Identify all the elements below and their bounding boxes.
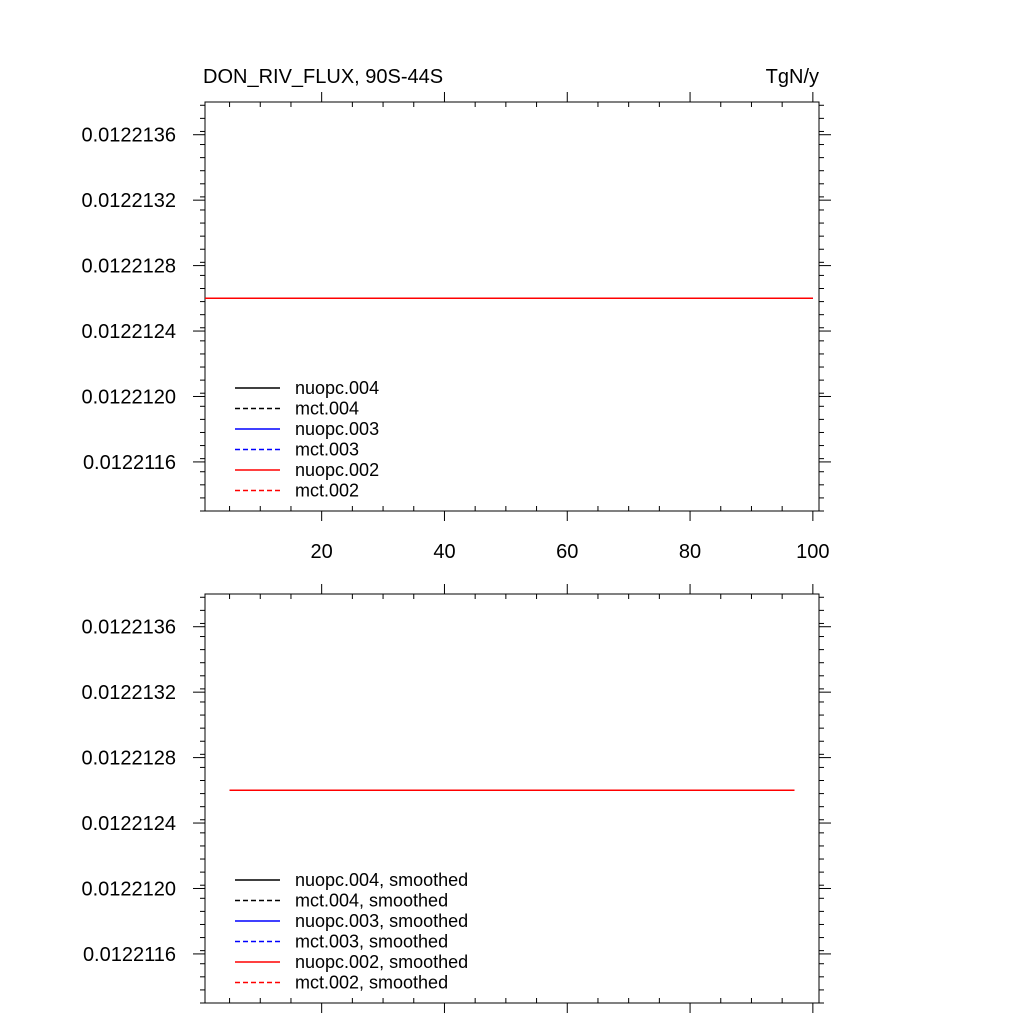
legend-label: mct.004, smoothed: [295, 890, 449, 911]
y-tick-label: 0.0122116: [82, 943, 176, 966]
x-tick-label: 80: [678, 541, 702, 563]
legend-label: mct.002: [295, 480, 360, 501]
legend-label: nuopc.003: [295, 419, 380, 439]
chart-panel-1: [81, 66, 831, 563]
y-tick-label: 0.0122128: [81, 747, 176, 770]
y-tick-label: 0.0122132: [81, 190, 176, 213]
y-tick-label: 0.0122132: [81, 682, 176, 705]
legend-label: nuopc.002, smoothed: [295, 952, 469, 972]
y-tick-label: 0.0122136: [81, 124, 176, 147]
legend-label: mct.002, smoothed: [295, 972, 449, 993]
legend-label: nuopc.002: [295, 460, 380, 480]
chart-title: DON_RIV_FLUX, 90S-44S: [203, 66, 444, 88]
y-tick-label: 0.0122120: [81, 878, 176, 901]
y-tick-label: 0.0122120: [81, 386, 176, 409]
x-tick-label: 60: [556, 541, 579, 563]
x-tick-label: 100: [796, 541, 830, 563]
chart-panel-2: [81, 584, 831, 1013]
legend-label: nuopc.004, smoothed: [295, 870, 469, 890]
legend-label: nuopc.004: [295, 378, 380, 398]
y-tick-label: 0.0122124: [81, 321, 176, 344]
x-tick-label: 40: [433, 541, 456, 563]
chart-units: TgN/y: [765, 66, 819, 88]
legend-label: mct.004: [295, 398, 360, 419]
y-tick-label: 0.0122124: [81, 813, 176, 836]
y-tick-label: 0.0122116: [82, 451, 176, 474]
x-tick-label: 20: [310, 541, 333, 563]
legend-label: mct.003, smoothed: [295, 931, 449, 952]
legend-label: mct.003: [295, 439, 360, 460]
legend-label: nuopc.003, smoothed: [295, 911, 469, 931]
y-tick-label: 0.0122128: [81, 255, 176, 278]
y-tick-label: 0.0122136: [81, 616, 176, 639]
